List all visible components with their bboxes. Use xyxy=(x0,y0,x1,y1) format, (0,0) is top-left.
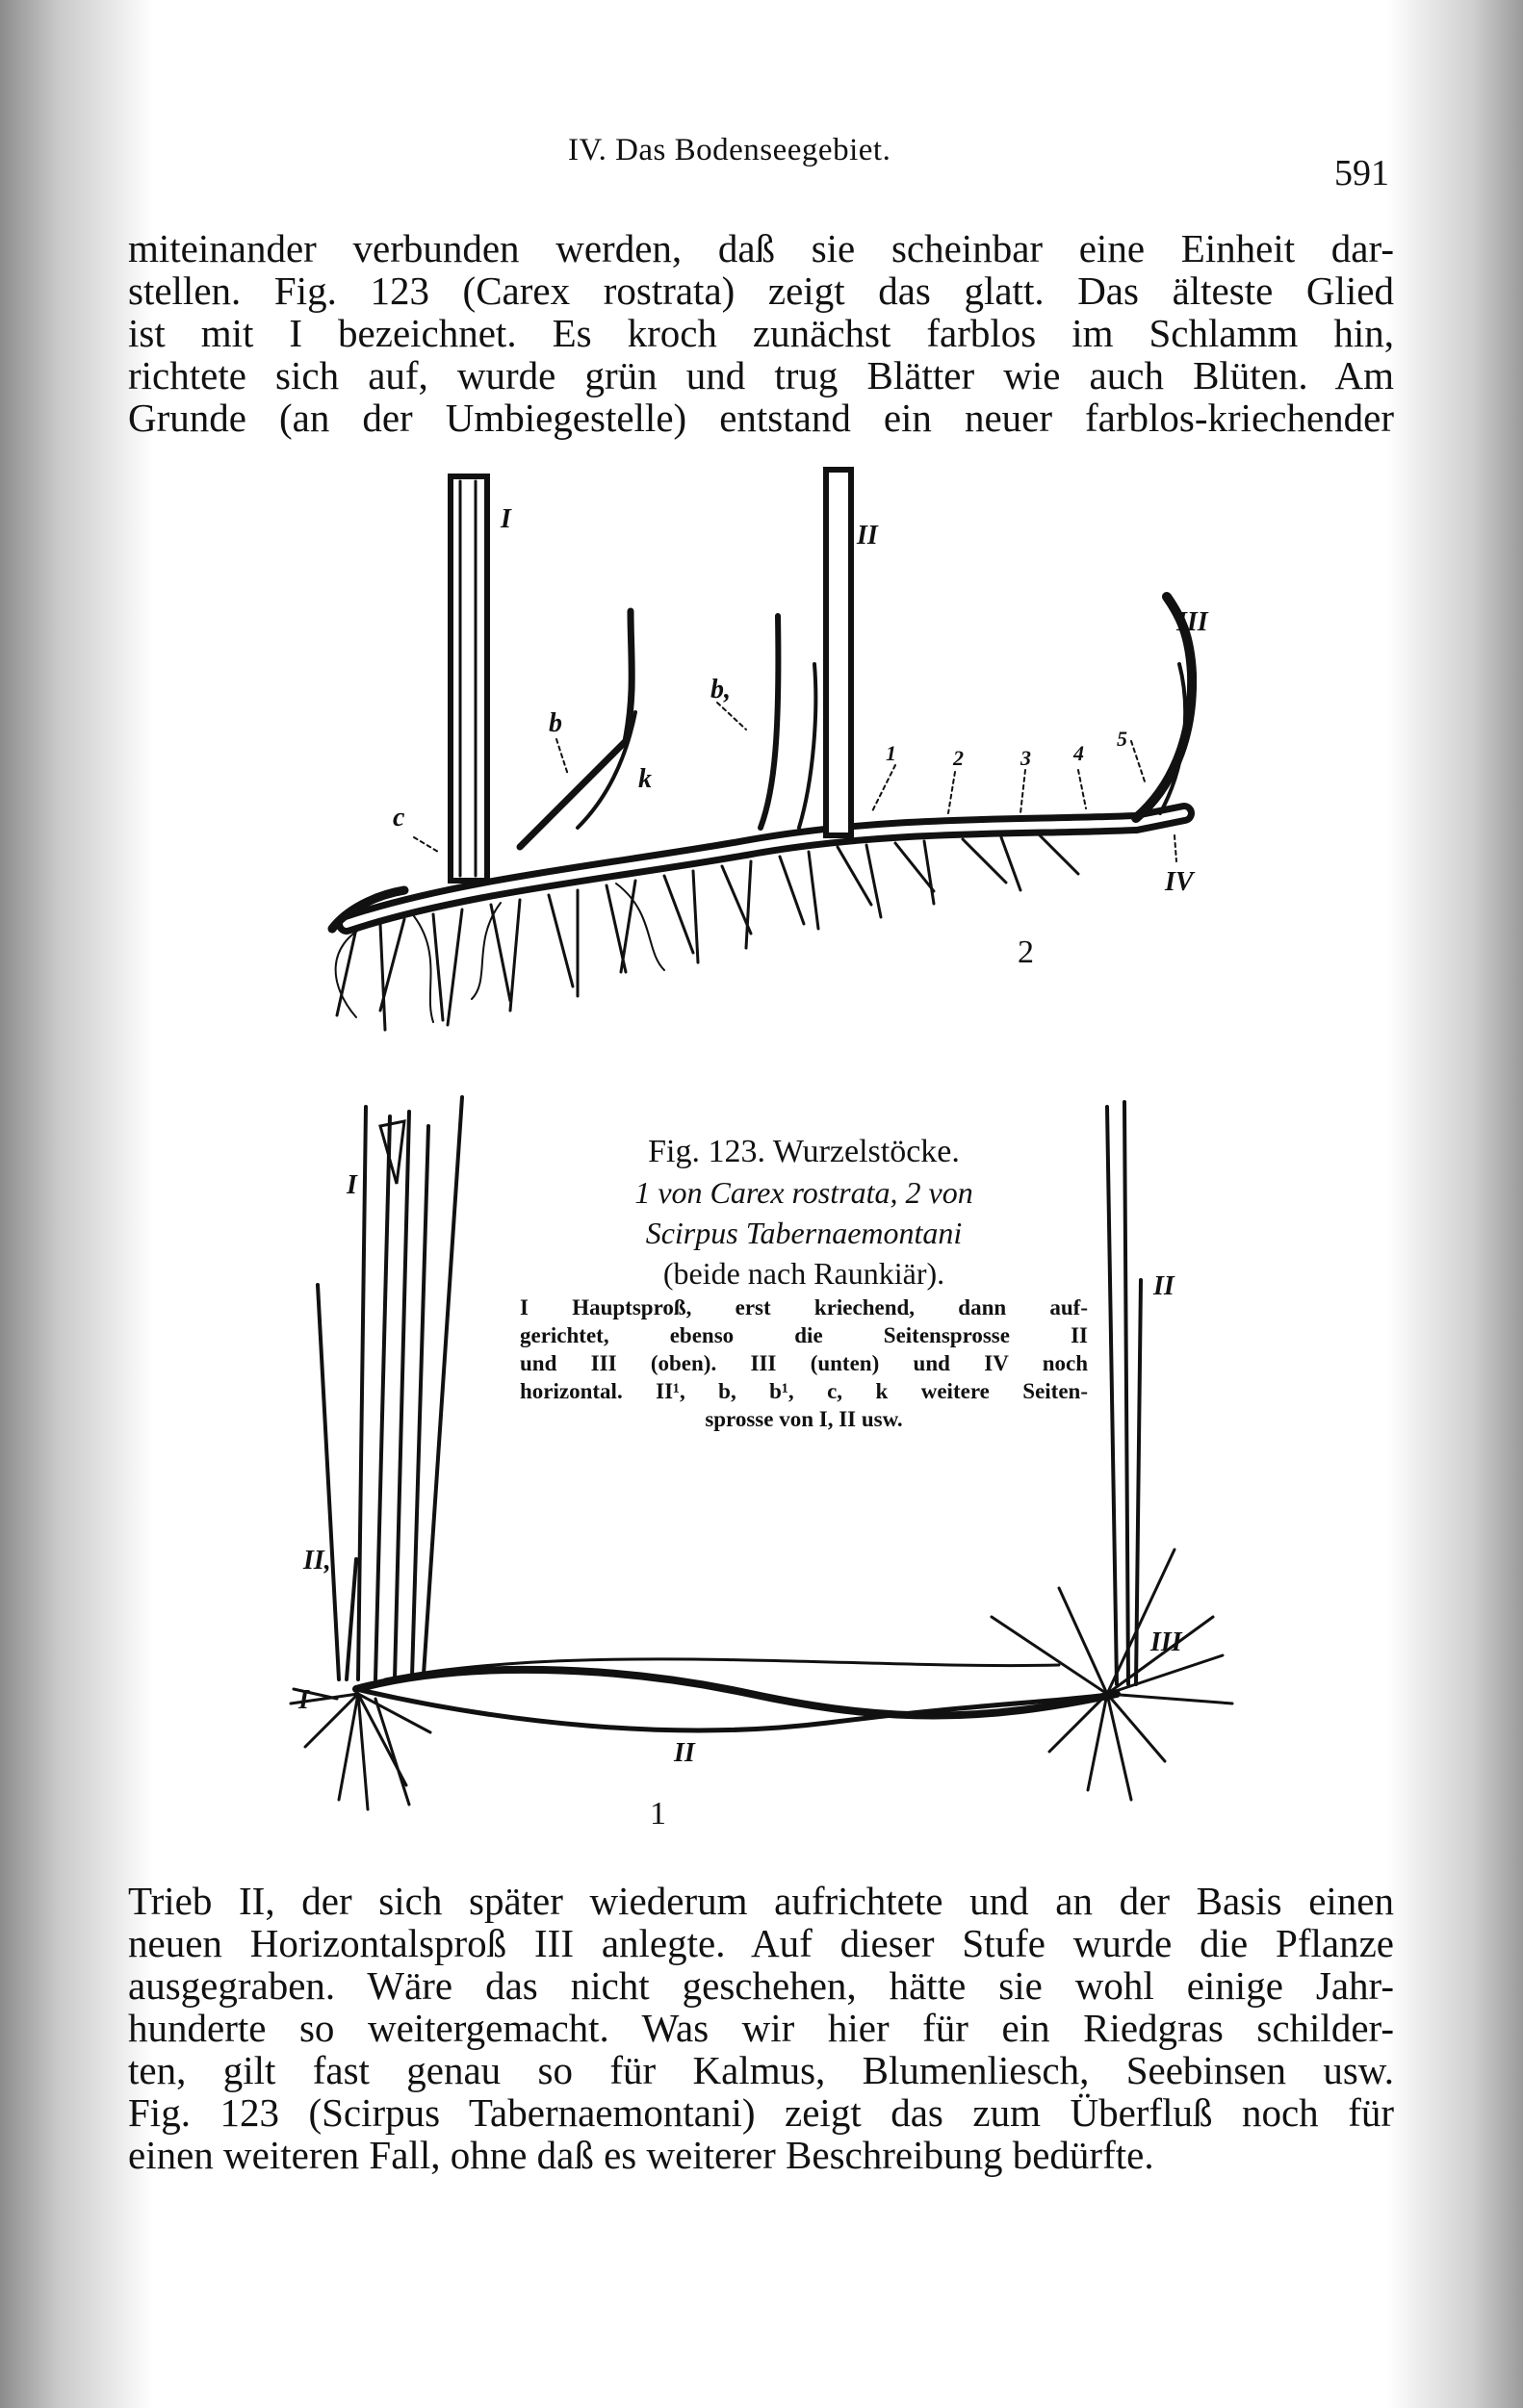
svg-text:1: 1 xyxy=(886,741,896,765)
text-line: einen weiteren Fall, ohne daß es weiterer Beschreibung bedürfte. xyxy=(128,2133,1154,2177)
svg-text:1: 1 xyxy=(650,1796,666,1832)
text-line: Fig. 123 (Scirpus Tabernaemontani) zeigt das zum Überfluß noch für xyxy=(128,2090,1394,2135)
svg-text:I: I xyxy=(298,1685,309,1715)
caption-line: 1 von Carex rostrata, 2 von xyxy=(634,1175,973,1210)
svg-text:I: I xyxy=(347,1170,357,1200)
label-b1: b, xyxy=(710,675,731,704)
text-line: ausgegraben. Wäre das nicht geschehen, hätte sie wohl einige Jahr- xyxy=(128,1963,1394,2008)
svg-text:3: 3 xyxy=(1020,746,1031,770)
svg-text:III: III xyxy=(1150,1627,1182,1657)
text-line: richtete sich auf, wurde grün und trug Blätter wie auch Blüten. Am xyxy=(128,353,1394,397)
svg-text:5: 5 xyxy=(1117,727,1127,751)
caption-note-line: horizontal. II¹, b, b¹, c, k weitere Seiten- xyxy=(520,1379,1088,1403)
caption-note-line: I Hauptsproß, erst kriechend, dann auf- xyxy=(520,1295,1088,1319)
text-line: hunderte so weitergemacht. Was wir hier für ein Riedgras schilder- xyxy=(128,2006,1394,2050)
svg-text:II: II xyxy=(1153,1271,1175,1301)
label-III: III xyxy=(1176,607,1208,637)
text-line: Trieb II, der sich später wiederum aufrichtete und an der Basis einen xyxy=(128,1879,1394,1923)
label-II: II xyxy=(857,521,878,551)
figure-caption xyxy=(520,1132,1088,1433)
label-b: b xyxy=(549,708,562,738)
page-number: 591 xyxy=(1334,153,1389,193)
text-line: ist mit I bezeichnet. Es kroch zunächst farblos im Schlamm hin, xyxy=(128,311,1394,355)
caption-title: Fig. 123. Wurzelstöcke. xyxy=(648,1134,960,1169)
label-I: I xyxy=(501,504,511,534)
text-line: stellen. Fig. 123 (Carex rostrata) zeigt das glatt. Das älteste Glied xyxy=(128,269,1394,313)
label-c: c xyxy=(393,803,405,833)
svg-text:II,: II, xyxy=(303,1546,331,1575)
caption-line: Scirpus Tabernaemontani xyxy=(645,1216,963,1250)
caption-note-line: und III (oben). III (unten) und IV noch xyxy=(520,1351,1088,1375)
svg-text:II: II xyxy=(674,1738,695,1768)
caption-line: (beide nach Raunkiär). xyxy=(662,1256,945,1291)
running-head: IV. Das Bodenseegebiet. xyxy=(568,133,891,167)
caption-note-line: gerichtet, ebenso die Seitensprosse II xyxy=(520,1323,1088,1347)
caption-note-line: sprosse von I, II usw. xyxy=(705,1407,903,1431)
svg-text:4: 4 xyxy=(1073,741,1084,765)
svg-text:2: 2 xyxy=(953,746,964,770)
label-IV: IV xyxy=(1165,867,1194,897)
svg-text:2: 2 xyxy=(1018,935,1034,970)
paragraph-bottom xyxy=(128,1880,1394,2176)
text-line: neuen Horizontalsproß III anlegte. Auf dieser Stufe wurde die Pflanze xyxy=(128,1921,1394,1965)
text-line: Grunde (an der Umbiegestelle) entstand ein neuer farblos-kriechender xyxy=(128,396,1394,440)
label-k: k xyxy=(638,764,652,794)
text-line: miteinander verbunden werden, daß sie scheinbar eine Einheit dar- xyxy=(128,226,1394,270)
text-line: ten, gilt fast genau so für Kalmus, Blumenliesch, Seebinsen usw. xyxy=(128,2048,1394,2092)
